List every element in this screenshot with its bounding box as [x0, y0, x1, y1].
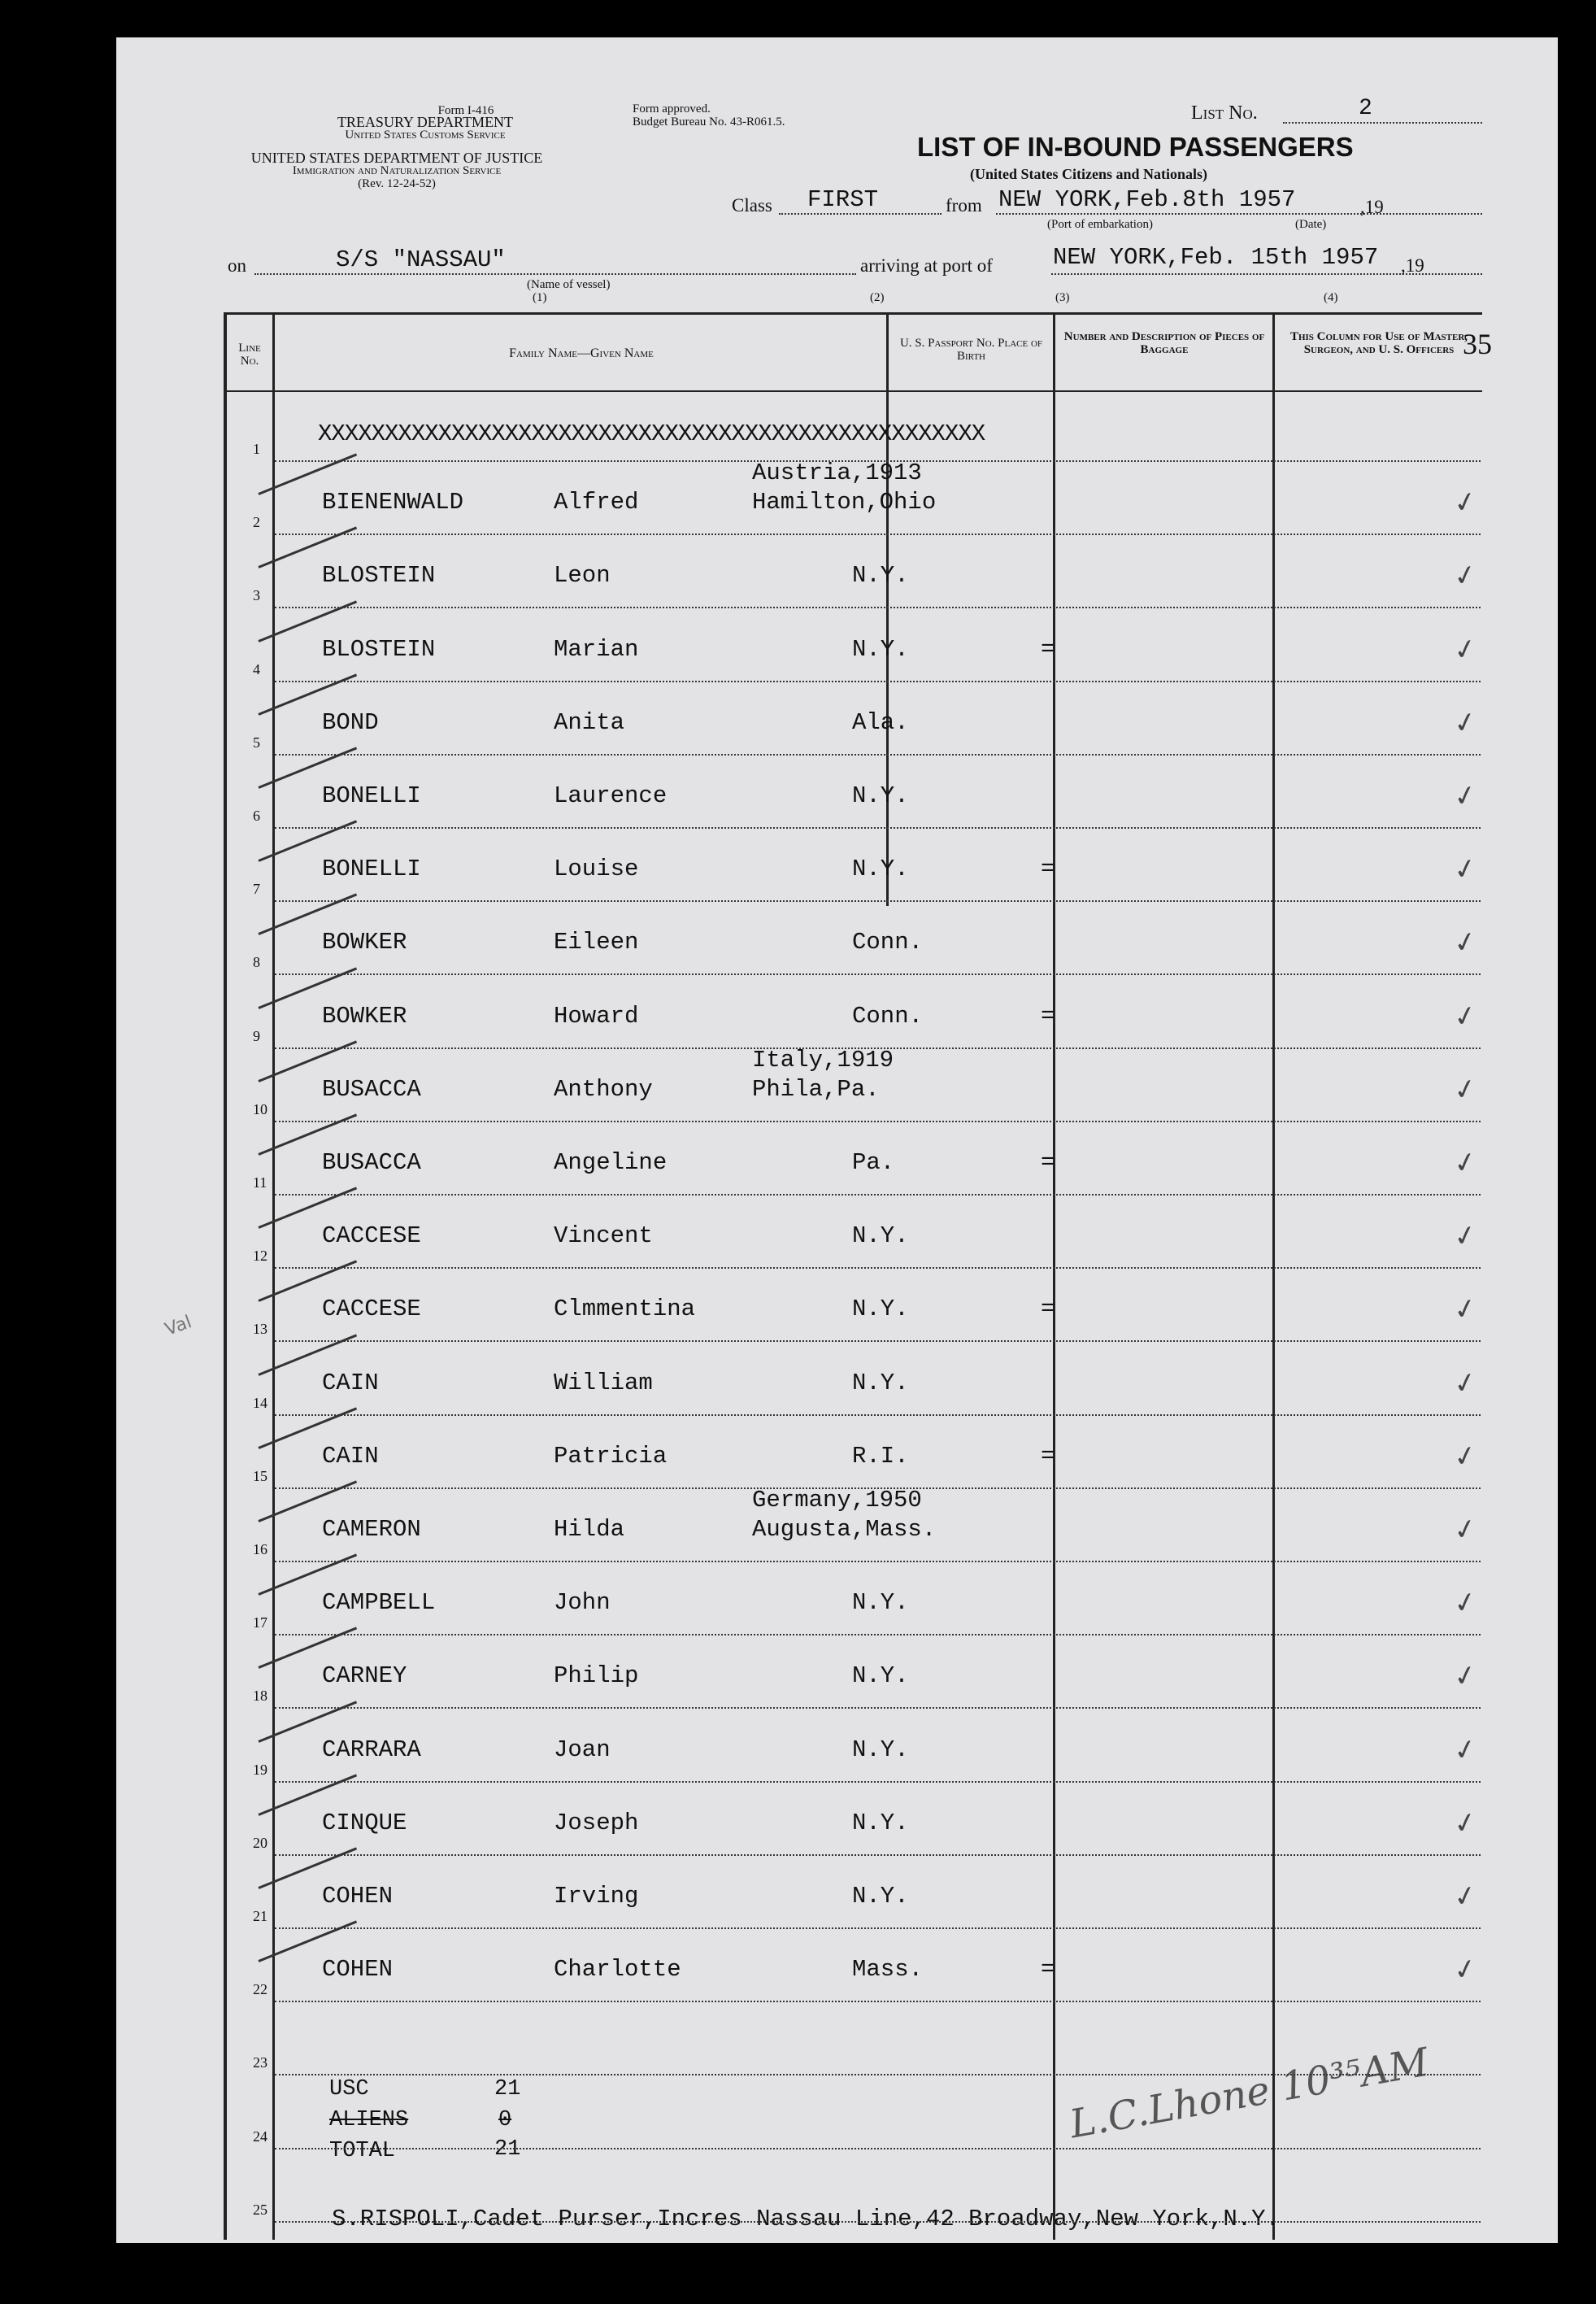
- family-name: BONELLI: [322, 782, 421, 809]
- row-separator: [275, 2001, 1481, 2002]
- officer-check-icon: ✓: [1450, 1291, 1481, 1328]
- line-number: 10: [253, 1101, 267, 1117]
- row-separator: [275, 2221, 1481, 2223]
- total-value: 21: [494, 2137, 521, 2162]
- line-number: 25: [253, 2202, 267, 2218]
- family-name: BOWKER: [322, 1003, 407, 1030]
- line-number: 15: [253, 1468, 267, 1484]
- row-separator: [275, 754, 1481, 756]
- birth-place: N.Y.: [852, 562, 909, 589]
- vessel-name: S/S "NASSAU": [336, 246, 506, 273]
- line-number: 6: [253, 808, 260, 824]
- line-number: 7: [253, 881, 260, 897]
- customs-service: United States Customs Service: [345, 128, 506, 142]
- birth-place: N.Y.: [852, 1810, 909, 1836]
- baggage-mark: =: [1041, 1296, 1055, 1322]
- row-separator: [275, 1194, 1481, 1196]
- revision-date: (Rev. 12-24-52): [358, 177, 436, 190]
- given-name: Irving: [554, 1883, 639, 1910]
- line-number: 24: [253, 2128, 267, 2145]
- family-name: BUSACCA: [322, 1076, 421, 1103]
- class-label: Class: [732, 195, 772, 216]
- birth-place: N.Y.: [852, 1370, 909, 1396]
- line-number: 16: [253, 1541, 267, 1557]
- arriving-label: arriving at port of: [860, 255, 993, 276]
- officer-check-icon: ✓: [1450, 924, 1481, 961]
- col-1-index: (1): [533, 291, 547, 304]
- line-number: 13: [253, 1321, 267, 1337]
- line-number: 17: [253, 1614, 267, 1631]
- line-number: 8: [253, 954, 260, 970]
- line-number: 19: [253, 1762, 267, 1778]
- given-name: Joseph: [554, 1810, 639, 1836]
- margin-note: Val: [162, 1312, 195, 1340]
- given-name: Hilda: [554, 1516, 625, 1543]
- given-name: Howard: [554, 1003, 639, 1030]
- arriving-value: NEW YORK,Feb. 15th 1957: [1053, 244, 1379, 271]
- given-name: Leon: [554, 562, 611, 589]
- baggage-mark: =: [1041, 1443, 1055, 1470]
- birth-place: N.Y.: [852, 1883, 909, 1910]
- document-page: [116, 37, 1558, 2243]
- officer-check-icon: ✓: [1450, 1511, 1481, 1548]
- line-number: 22: [253, 1981, 267, 1997]
- row-separator: [275, 900, 1481, 902]
- line-number: 4: [253, 661, 260, 677]
- row-separator: [275, 1634, 1481, 1635]
- row-separator: [275, 534, 1481, 535]
- col-header-line-no: Line No.: [238, 342, 261, 368]
- officer-check-icon: ✓: [1450, 1805, 1481, 1842]
- row-separator: [275, 607, 1481, 608]
- line-number: 1: [253, 441, 260, 457]
- col-header-passport: U. S. Passport No. Place of Birth: [899, 337, 1043, 363]
- col-header-name: Family Name—Given Name: [509, 346, 654, 360]
- officer-check-icon: ✓: [1450, 1438, 1481, 1475]
- purser-line: S.RISPOLI,Cadet Purser,Incres Nassau Line,42 Broadway,New York,N.Y.: [332, 2206, 1280, 2232]
- birth-place: Pa.: [852, 1149, 895, 1176]
- port-of-embarkation-label: (Port of embarkation): [1047, 218, 1153, 231]
- birth-place: Italy,1919 Phila,Pa.: [752, 1047, 894, 1103]
- row-separator: [275, 1707, 1481, 1709]
- family-name: CARRARA: [322, 1736, 421, 1763]
- given-name: Anthony: [554, 1076, 653, 1103]
- officer-check-icon: ✓: [1450, 851, 1481, 888]
- budget-bureau: Budget Bureau No. 43-R061.5.: [633, 115, 785, 128]
- page-number: 35: [1463, 328, 1492, 360]
- date-label: (Date): [1295, 218, 1327, 231]
- row-separator: [275, 1854, 1481, 1856]
- family-name: BONELLI: [322, 856, 421, 882]
- birth-place: N.Y.: [852, 1662, 909, 1689]
- baggage-mark: =: [1041, 1003, 1055, 1030]
- family-name: CAMERON: [322, 1516, 421, 1543]
- form-number: Form I-416: [437, 104, 494, 117]
- line-number: 12: [253, 1248, 267, 1264]
- page-title: LIST OF IN-BOUND PASSENGERS: [917, 132, 1354, 162]
- officer-check-icon: ✓: [1450, 1731, 1481, 1769]
- row-separator: [275, 1121, 1481, 1122]
- birth-place: N.Y.: [852, 1589, 909, 1616]
- given-name: Vincent: [554, 1222, 653, 1249]
- officer-check-icon: ✓: [1450, 1584, 1481, 1622]
- given-name: Joan: [554, 1736, 611, 1763]
- list-no-label: List No.: [1191, 102, 1258, 124]
- line-number: 23: [253, 2054, 267, 2071]
- page-subtitle: (United States Citizens and Nationals): [970, 166, 1208, 182]
- col-2-index: (2): [870, 291, 885, 304]
- year-19-from: ,19: [1360, 197, 1384, 217]
- justice-department: UNITED STATES DEPARTMENT OF JUSTICE: [250, 150, 543, 166]
- birth-place: Conn.: [852, 929, 924, 956]
- passenger-table: [224, 312, 1482, 2240]
- birth-place: R.I.: [852, 1443, 909, 1470]
- line-number: 5: [253, 734, 260, 751]
- given-name: Clmmentina: [554, 1296, 696, 1322]
- baggage-mark: =: [1041, 856, 1055, 882]
- row-separator: [275, 1927, 1481, 1929]
- family-name: BLOSTEIN: [322, 636, 436, 663]
- family-name: BOWKER: [322, 929, 407, 956]
- given-name: Alfred: [554, 489, 639, 516]
- row-separator: [275, 973, 1481, 975]
- family-name: CACCESE: [322, 1296, 421, 1322]
- family-name: COHEN: [322, 1956, 394, 1983]
- family-name: BOND: [322, 709, 379, 736]
- col-header-officers: This Column for Use of Master, Surgeon, and U. S. Officers: [1289, 330, 1468, 356]
- row-separator: [275, 1414, 1481, 1416]
- given-name: Anita: [554, 709, 625, 736]
- vessel-name-label: (Name of vessel): [527, 278, 611, 291]
- row-separator: [275, 2074, 1481, 2075]
- given-name: Marian: [554, 636, 639, 663]
- family-name: CACCESE: [322, 1222, 421, 1249]
- line-number: 3: [253, 587, 260, 603]
- family-name: COHEN: [322, 1883, 394, 1910]
- birth-place: Austria,1913 Hamilton,Ohio: [752, 459, 937, 516]
- usc-label: USC: [329, 2077, 369, 2101]
- immigration-service: Immigration and Naturalization Service: [292, 164, 502, 177]
- birth-place: N.Y.: [852, 782, 909, 809]
- officer-check-icon: ✓: [1450, 484, 1481, 521]
- birth-place: Germany,1950 Augusta,Mass.: [752, 1487, 937, 1543]
- officer-check-icon: ✓: [1450, 777, 1481, 815]
- line-number: 2: [253, 514, 260, 530]
- treasury-department: TREASURY DEPARTMENT: [337, 114, 514, 130]
- given-name: Philip: [554, 1662, 639, 1689]
- birth-place: N.Y.: [852, 636, 909, 663]
- birth-place: N.Y.: [852, 1736, 909, 1763]
- given-name: Laurence: [554, 782, 668, 809]
- aliens-value: 0: [498, 2108, 512, 2132]
- baggage-mark: =: [1041, 1149, 1055, 1176]
- col-4-index: (4): [1324, 291, 1338, 304]
- birth-place: Ala.: [852, 709, 909, 736]
- officer-check-icon: ✓: [1450, 631, 1481, 669]
- row-separator: [275, 827, 1481, 829]
- birth-place: Conn.: [852, 1003, 924, 1030]
- family-name: CINQUE: [322, 1810, 407, 1836]
- officer-check-icon: ✓: [1450, 1071, 1481, 1108]
- officer-check-icon: ✓: [1450, 1657, 1481, 1695]
- list-no-value: 2: [1359, 96, 1372, 121]
- row-separator: [275, 1561, 1481, 1562]
- year-19-arriving: ,19: [1401, 255, 1424, 276]
- officer-check-icon: ✓: [1450, 1144, 1481, 1182]
- officer-check-icon: ✓: [1450, 998, 1481, 1035]
- officer-check-icon: ✓: [1450, 704, 1481, 742]
- line-number: 20: [253, 1835, 267, 1851]
- line-number: 11: [253, 1174, 267, 1191]
- baggage-mark: =: [1041, 1956, 1055, 1983]
- from-label: from: [946, 195, 982, 216]
- family-name: BIENENWALD: [322, 489, 464, 516]
- form-approved: Form approved.: [633, 102, 711, 115]
- row-separator: [275, 2148, 1481, 2149]
- from-value: NEW YORK,Feb.8th 1957: [998, 186, 1296, 213]
- birth-place: Mass.: [852, 1956, 924, 1983]
- birth-place: N.Y.: [852, 1296, 909, 1322]
- handwritten-signature: L.C.Lhone 10³⁵AM: [1066, 2039, 1433, 2148]
- usc-value: 21: [494, 2077, 521, 2101]
- birth-place: N.Y.: [852, 1222, 909, 1249]
- row-separator: [275, 681, 1481, 682]
- row-separator: [275, 1340, 1481, 1342]
- officer-check-icon: ✓: [1450, 557, 1481, 595]
- given-name: Angeline: [554, 1149, 668, 1176]
- officer-check-icon: ✓: [1450, 1217, 1481, 1255]
- family-name: BLOSTEIN: [322, 562, 436, 589]
- family-name: CAMPBELL: [322, 1589, 436, 1616]
- class-value: FIRST: [807, 186, 879, 213]
- given-name: John: [554, 1589, 611, 1616]
- total-label: TOTAL: [329, 2139, 396, 2163]
- row-separator: [275, 1267, 1481, 1269]
- birth-place: N.Y.: [852, 856, 909, 882]
- line-number: 14: [253, 1395, 267, 1411]
- given-name: Charlotte: [554, 1956, 681, 1983]
- on-label: on: [228, 255, 246, 276]
- officer-check-icon: ✓: [1450, 1951, 1481, 1988]
- struck-entry: XXXXXXXXXXXXXXXXXXXXXXXXXXXXXXXXXXXXXXXXXXXXXXXXXX: [318, 420, 985, 447]
- row-separator: [275, 1781, 1481, 1783]
- officer-check-icon: ✓: [1450, 1878, 1481, 1915]
- line-number: 18: [253, 1688, 267, 1704]
- line-number: 9: [253, 1028, 260, 1044]
- given-name: William: [554, 1370, 653, 1396]
- baggage-mark: =: [1041, 636, 1055, 663]
- aliens-label: ALIENS: [329, 2108, 409, 2132]
- line-number: 21: [253, 1908, 267, 1924]
- given-name: Patricia: [554, 1443, 668, 1470]
- officer-check-icon: ✓: [1450, 1365, 1481, 1402]
- given-name: Louise: [554, 856, 639, 882]
- col-3-index: (3): [1055, 291, 1070, 304]
- family-name: BUSACCA: [322, 1149, 421, 1176]
- family-name: CAIN: [322, 1370, 379, 1396]
- given-name: Eileen: [554, 929, 639, 956]
- family-name: CAIN: [322, 1443, 379, 1470]
- family-name: CARNEY: [322, 1662, 407, 1689]
- col-header-baggage: Number and Description of Pieces of Baggage: [1063, 330, 1265, 356]
